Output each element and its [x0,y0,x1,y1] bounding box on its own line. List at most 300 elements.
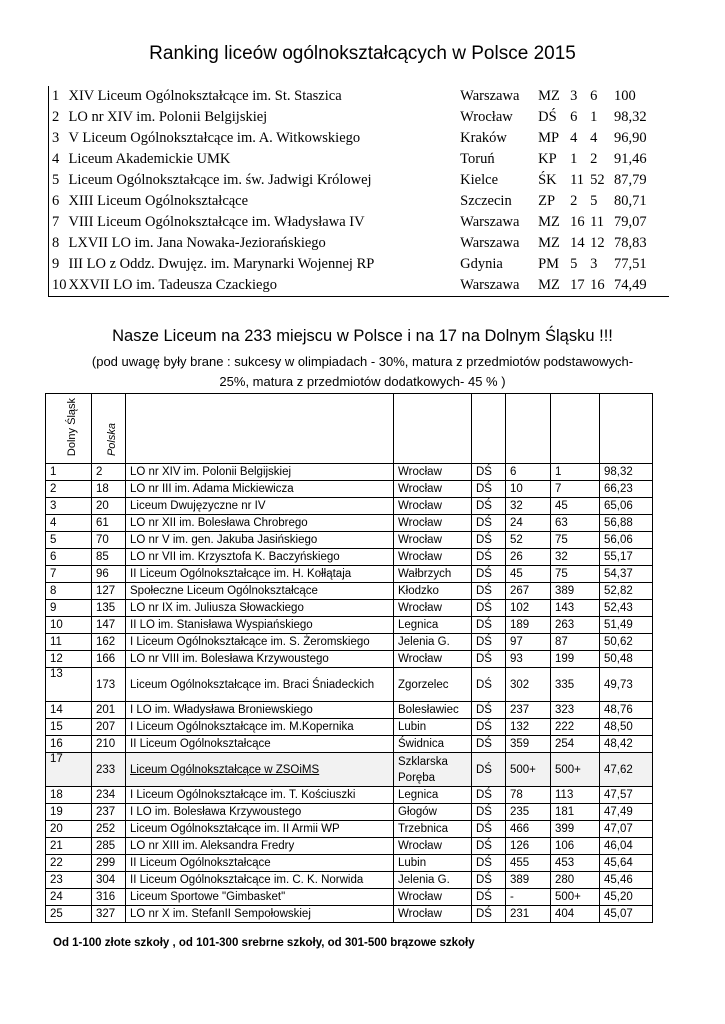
table-row [46,668,653,702]
cell-score: 56,88 [600,515,653,532]
cell-rank: 6 [52,193,60,209]
cell-b: 323 [551,702,600,719]
cell-city: Trzebnica [394,821,472,838]
cell-rank: 2 [52,109,60,125]
cell-b: 113 [551,787,600,804]
cell-city: Wrocław [394,464,472,481]
cell-ds: 14 [46,702,92,719]
cell-b: 7 [551,481,600,498]
cell-city: Wrocław [394,498,472,515]
table-row [46,515,653,532]
cell-region: DŚ [472,753,506,787]
top10-table [48,86,668,296]
table-row [46,617,653,634]
cell-score: 45,07 [600,906,653,923]
cell-score: 47,49 [600,804,653,821]
cell-a: 132 [506,719,551,736]
table-row [46,838,653,855]
cell-pl: 252 [92,821,126,838]
cell-city: Szklarska Poręba [394,753,472,787]
cell-pl: 285 [92,838,126,855]
cell-rank: 10 [52,277,67,293]
cell-city: Jelenia G. [394,872,472,889]
cell-score: 48,42 [600,736,653,753]
cell-b: 1 [551,464,600,481]
regional-table-header [46,394,653,464]
cell-ds: 18 [46,787,92,804]
cell-region: DŚ [472,668,506,702]
cell-name: Liceum Dwujęzyczne nr IV [126,498,394,515]
cell-region: DŚ [472,804,506,821]
cell-ds: 17 [46,753,92,787]
cell-ds: 20 [46,821,92,838]
cell-score: 52,82 [600,583,653,600]
cell-region: DŚ [472,566,506,583]
cell-b: 399 [551,821,600,838]
medal-legend: Od 1-100 złote szkoły , od 101-300 srebrne szkoły, od 301-500 brązowe szkoły [53,937,475,949]
cell-region: DŚ [472,600,506,617]
cell-name: LO nr IX im. Juliusza Słowackiego [126,600,394,617]
cell-b: 143 [551,600,600,617]
cell-pl: 304 [92,872,126,889]
cell-score: 74,49 [614,277,647,293]
cell-score: 65,06 [600,498,653,515]
cell-a: - [506,889,551,906]
cell-b: 181 [551,804,600,821]
cell-rank: 5 [52,172,60,188]
cell-city: Wrocław [394,889,472,906]
cell-b: 500+ [551,753,600,787]
cell-a: 93 [506,651,551,668]
cell-b: 52 [590,172,605,188]
cell-a: 16 [570,214,585,230]
cell-ds: 7 [46,566,92,583]
cell-region: DŚ [472,855,506,872]
cell-b: 254 [551,736,600,753]
cell-b: 87 [551,634,600,651]
cell-pl: 20 [92,498,126,515]
table-row [46,889,653,906]
cell-region: DŚ [472,617,506,634]
cell-score: 48,50 [600,719,653,736]
cell-a: 1 [570,151,578,167]
cell-city: Gdynia [460,256,503,272]
cell-ds: 11 [46,634,92,651]
cell-b: 5 [590,193,598,209]
cell-pl: 233 [92,753,126,787]
cell-city: Legnica [394,617,472,634]
cell-score: 49,73 [600,668,653,702]
cell-region: DŚ [472,906,506,923]
table-row [48,212,668,233]
cell-city: Wrocław [394,532,472,549]
cell-rank: 4 [52,151,60,167]
cell-city: Wrocław [394,600,472,617]
cell-pl: 299 [92,855,126,872]
cell-region: DŚ [472,787,506,804]
cell-b: 45 [551,498,600,515]
cell-pl: 162 [92,634,126,651]
cell-city: Lubin [394,855,472,872]
cell-score: 46,04 [600,838,653,855]
cell-a: 231 [506,906,551,923]
cell-a: 455 [506,855,551,872]
cell-region: DŚ [472,719,506,736]
table-row [46,566,653,583]
cell-a: 4 [570,130,578,146]
table-row [46,821,653,838]
cell-pl: 201 [92,702,126,719]
cell-a: 235 [506,804,551,821]
cell-region: KP [538,151,557,167]
cell-city: Szczecin [460,193,512,209]
criteria-note-line-1: (pod uwagę były brane : sukcesy w olimpiadach - 30%, matura z przedmiotów podstawowych- [91,354,634,369]
cell-name: I Liceum Ogólnokształcące im. M.Kopernika [126,719,394,736]
table-row [48,170,668,191]
cell-rank: 7 [52,214,60,230]
cell-name: II Liceum Ogólnokształcące im. C. K. Norwida [126,872,394,889]
cell-a: 126 [506,838,551,855]
cell-ds: 1 [46,464,92,481]
cell-city: Kielce [460,172,499,188]
table-row [48,275,668,296]
cell-score: 55,17 [600,549,653,566]
cell-name: XXVII LO im. Tadeusza Czackiego [68,277,277,293]
cell-a: 237 [506,702,551,719]
cell-name: LO nr V im. gen. Jakuba Jasińskiego [126,532,394,549]
cell-score: 50,62 [600,634,653,651]
cell-a: 6 [570,109,578,125]
cell-city: Wrocław [394,549,472,566]
cell-score: 52,43 [600,600,653,617]
cell-region: MZ [538,214,560,230]
table-row [48,149,668,170]
cell-pl: 234 [92,787,126,804]
cell-a: 5 [570,256,578,272]
cell-score: 79,07 [614,214,647,230]
cell-city: Jelenia G. [394,634,472,651]
cell-rank: 3 [52,130,60,146]
cell-a: 45 [506,566,551,583]
cell-name: LO nr VIII im. Bolesława Krzywoustego [126,651,394,668]
cell-ds: 3 [46,498,92,515]
cell-score: 77,51 [614,256,647,272]
table-row [48,128,668,149]
cell-ds: 2 [46,481,92,498]
cell-a: 11 [570,172,585,188]
cell-city: Głogów [394,804,472,821]
cell-region: ZP [538,193,556,209]
cell-b: 1 [590,109,598,125]
cell-region: MZ [538,235,560,251]
cell-pl: 237 [92,804,126,821]
cell-name: Liceum Ogólnokształcące im. Braci Śniadeckich [126,668,394,702]
cell-name: Społeczne Liceum Ogólnokształcące [126,583,394,600]
cell-name: LO nr XIII im. Aleksandra Fredry [126,838,394,855]
cell-name: Liceum Ogólnokształcące w ZSOiMS [126,753,394,787]
cell-region: DŚ [472,736,506,753]
cell-region: DŚ [472,481,506,498]
header-polska: Polska [92,394,126,464]
cell-ds: 23 [46,872,92,889]
cell-b: 3 [590,256,598,272]
cell-b: 75 [551,566,600,583]
cell-name: LO nr XIV im. Polonii Belgijskiej [126,464,394,481]
cell-ds: 13 [46,668,92,702]
table-row [46,651,653,668]
cell-ds: 6 [46,549,92,566]
cell-region: DŚ [472,515,506,532]
cell-b: 453 [551,855,600,872]
cell-city: Warszawa [460,235,520,251]
cell-name: II Liceum Ogólnokształcące im. H. Kołłątaja [126,566,394,583]
table-row [46,804,653,821]
cell-ds: 22 [46,855,92,872]
cell-pl: 135 [92,600,126,617]
cell-city: Warszawa [460,88,520,104]
cell-ds: 16 [46,736,92,753]
table-row [46,634,653,651]
cell-rank: 1 [52,88,60,104]
cell-name: II Liceum Ogólnokształcące [126,736,394,753]
cell-score: 91,46 [614,151,647,167]
cell-b: 199 [551,651,600,668]
cell-city: Warszawa [460,214,520,230]
table-row [46,872,653,889]
cell-a: 102 [506,600,551,617]
cell-pl: 61 [92,515,126,532]
cell-city: Bolesławiec [394,702,472,719]
cell-pl: 316 [92,889,126,906]
cell-name: Liceum Ogólnokształcące im. św. Jadwigi Królowej [68,172,372,188]
cell-score: 47,07 [600,821,653,838]
table-row [46,787,653,804]
cell-a: 10 [506,481,551,498]
cell-score: 50,48 [600,651,653,668]
cell-name: Liceum Ogólnokształcące im. II Armii WP [126,821,394,838]
cell-region: DŚ [472,464,506,481]
cell-ds: 24 [46,889,92,906]
cell-name: LO nr VII im. Krzysztofa K. Baczyńskiego [126,549,394,566]
cell-ds: 5 [46,532,92,549]
cell-region: MZ [538,277,560,293]
criteria-note-line-2: 25%, matura z przedmiotów dodatkowych- 45 % ) [219,374,506,389]
cell-region: DŚ [472,583,506,600]
cell-pl: 207 [92,719,126,736]
cell-a: 6 [506,464,551,481]
cell-name: XIV Liceum Ogólnokształcące im. St. Staszica [68,88,342,104]
cell-rank: 9 [52,256,60,272]
table-row [48,191,668,212]
cell-score: 54,37 [600,566,653,583]
cell-score: 98,32 [614,109,647,125]
cell-a: 52 [506,532,551,549]
cell-name: VIII Liceum Ogólnokształcące im. Władysława IV [68,214,365,230]
table-row [46,583,653,600]
cell-score: 100 [614,88,636,104]
cell-region: MP [538,130,560,146]
cell-city: Wrocław [394,906,472,923]
table-row [46,600,653,617]
cell-name: LO nr XIV im. Polonii Belgijskiej [68,109,268,125]
table-row [48,233,668,254]
cell-score: 48,76 [600,702,653,719]
cell-name: I Liceum Ogólnokształcące im. S. Żeromskiego [126,634,394,651]
cell-ds: 10 [46,617,92,634]
cell-city: Lubin [394,719,472,736]
cell-pl: 327 [92,906,126,923]
cell-city: Wrocław [394,481,472,498]
cell-a: 14 [570,235,585,251]
cell-pl: 18 [92,481,126,498]
cell-city: Kłodzko [394,583,472,600]
cell-a: 78 [506,787,551,804]
cell-pl: 127 [92,583,126,600]
school-position-heading: Nasze Liceum na 233 miejscu w Polsce i na 17 na Dolnym Śląsku !!! [112,327,613,345]
cell-a: 267 [506,583,551,600]
cell-score: 87,79 [614,172,647,188]
cell-region: DŚ [472,634,506,651]
table-row [46,464,653,481]
cell-b: 2 [590,151,598,167]
cell-b: 106 [551,838,600,855]
cell-b: 389 [551,583,600,600]
cell-region: DŚ [472,549,506,566]
cell-name: Liceum Sportowe "Gimbasket" [126,889,394,906]
table-row [48,254,668,275]
table-row [46,753,653,787]
cell-ds: 25 [46,906,92,923]
cell-rank: 8 [52,235,60,251]
cell-b: 500+ [551,889,600,906]
table-row [48,107,668,128]
cell-score: 47,57 [600,787,653,804]
table-row [46,906,653,923]
cell-a: 17 [570,277,585,293]
cell-ds: 19 [46,804,92,821]
cell-score: 96,90 [614,130,647,146]
cell-b: 6 [590,88,598,104]
cell-ds: 12 [46,651,92,668]
cell-pl: 2 [92,464,126,481]
cell-name: I Liceum Ogólnokształcące im. T. Kościuszki [126,787,394,804]
cell-name: LO nr XII im. Bolesława Chrobrego [126,515,394,532]
cell-score: 47,62 [600,753,653,787]
cell-pl: 147 [92,617,126,634]
table-row [46,855,653,872]
cell-region: DŚ [472,889,506,906]
cell-city: Wrocław [394,838,472,855]
cell-score: 56,06 [600,532,653,549]
regional-table [45,393,653,923]
cell-region: PM [538,256,560,272]
cell-a: 97 [506,634,551,651]
table-row [48,86,668,107]
cell-b: 222 [551,719,600,736]
cell-a: 389 [506,872,551,889]
cell-region: DŚ [472,838,506,855]
cell-b: 4 [590,130,598,146]
cell-a: 189 [506,617,551,634]
cell-b: 404 [551,906,600,923]
cell-pl: 173 [92,668,126,702]
cell-city: Warszawa [460,277,520,293]
cell-name: II Liceum Ogólnokształcące [126,855,394,872]
cell-b: 335 [551,668,600,702]
cell-a: 359 [506,736,551,753]
cell-b: 16 [590,277,605,293]
cell-b: 12 [590,235,605,251]
cell-ds: 4 [46,515,92,532]
table-row [46,736,653,753]
cell-a: 302 [506,668,551,702]
cell-name: V Liceum Ogólnokształcące im. A. Witkowskiego [68,130,361,146]
cell-city: Wałbrzych [394,566,472,583]
cell-b: 63 [551,515,600,532]
cell-pl: 96 [92,566,126,583]
cell-a: 24 [506,515,551,532]
cell-region: DŚ [472,532,506,549]
header-dolny-slask: Dolny Śląsk [46,394,92,464]
cell-city: Zgorzelec [394,668,472,702]
cell-city: Legnica [394,787,472,804]
table-row [46,702,653,719]
cell-region: DŚ [472,821,506,838]
cell-b: 75 [551,532,600,549]
cell-name: LXVII LO im. Jana Nowaka-Jeziorańskiego [68,235,326,251]
cell-region: MZ [538,88,560,104]
cell-region: DŚ [472,651,506,668]
cell-a: 466 [506,821,551,838]
cell-city: Toruń [460,151,495,167]
cell-city: Wrocław [394,515,472,532]
cell-region: DŚ [472,498,506,515]
cell-pl: 85 [92,549,126,566]
cell-name: Liceum Akademickie UMK [68,151,231,167]
cell-name: III LO z Oddz. Dwujęz. im. Marynarki Wojennej RP [68,256,375,272]
cell-name: I LO im. Bolesława Krzywoustego [126,804,394,821]
cell-score: 78,83 [614,235,647,251]
cell-region: DŚ [472,702,506,719]
cell-a: 500+ [506,753,551,787]
cell-a: 32 [506,498,551,515]
cell-score: 51,49 [600,617,653,634]
cell-pl: 166 [92,651,126,668]
table-row [46,498,653,515]
cell-b: 280 [551,872,600,889]
cell-score: 45,64 [600,855,653,872]
cell-name: LO nr III im. Adama Mickiewicza [126,481,394,498]
table-row [46,481,653,498]
table-row [46,532,653,549]
cell-score: 45,46 [600,872,653,889]
cell-ds: 21 [46,838,92,855]
cell-a: 26 [506,549,551,566]
cell-b: 263 [551,617,600,634]
cell-score: 45,20 [600,889,653,906]
cell-ds: 9 [46,600,92,617]
cell-score: 80,71 [614,193,647,209]
table-row [46,719,653,736]
cell-score: 98,32 [600,464,653,481]
cell-b: 11 [590,214,605,230]
cell-name: LO nr X im. StefanII Sempołowskiej [126,906,394,923]
criteria-note [40,352,685,392]
cell-name: II LO im. Stanisława Wyspiańskiego [126,617,394,634]
cell-ds: 8 [46,583,92,600]
cell-pl: 210 [92,736,126,753]
cell-region: ŚK [538,172,557,188]
